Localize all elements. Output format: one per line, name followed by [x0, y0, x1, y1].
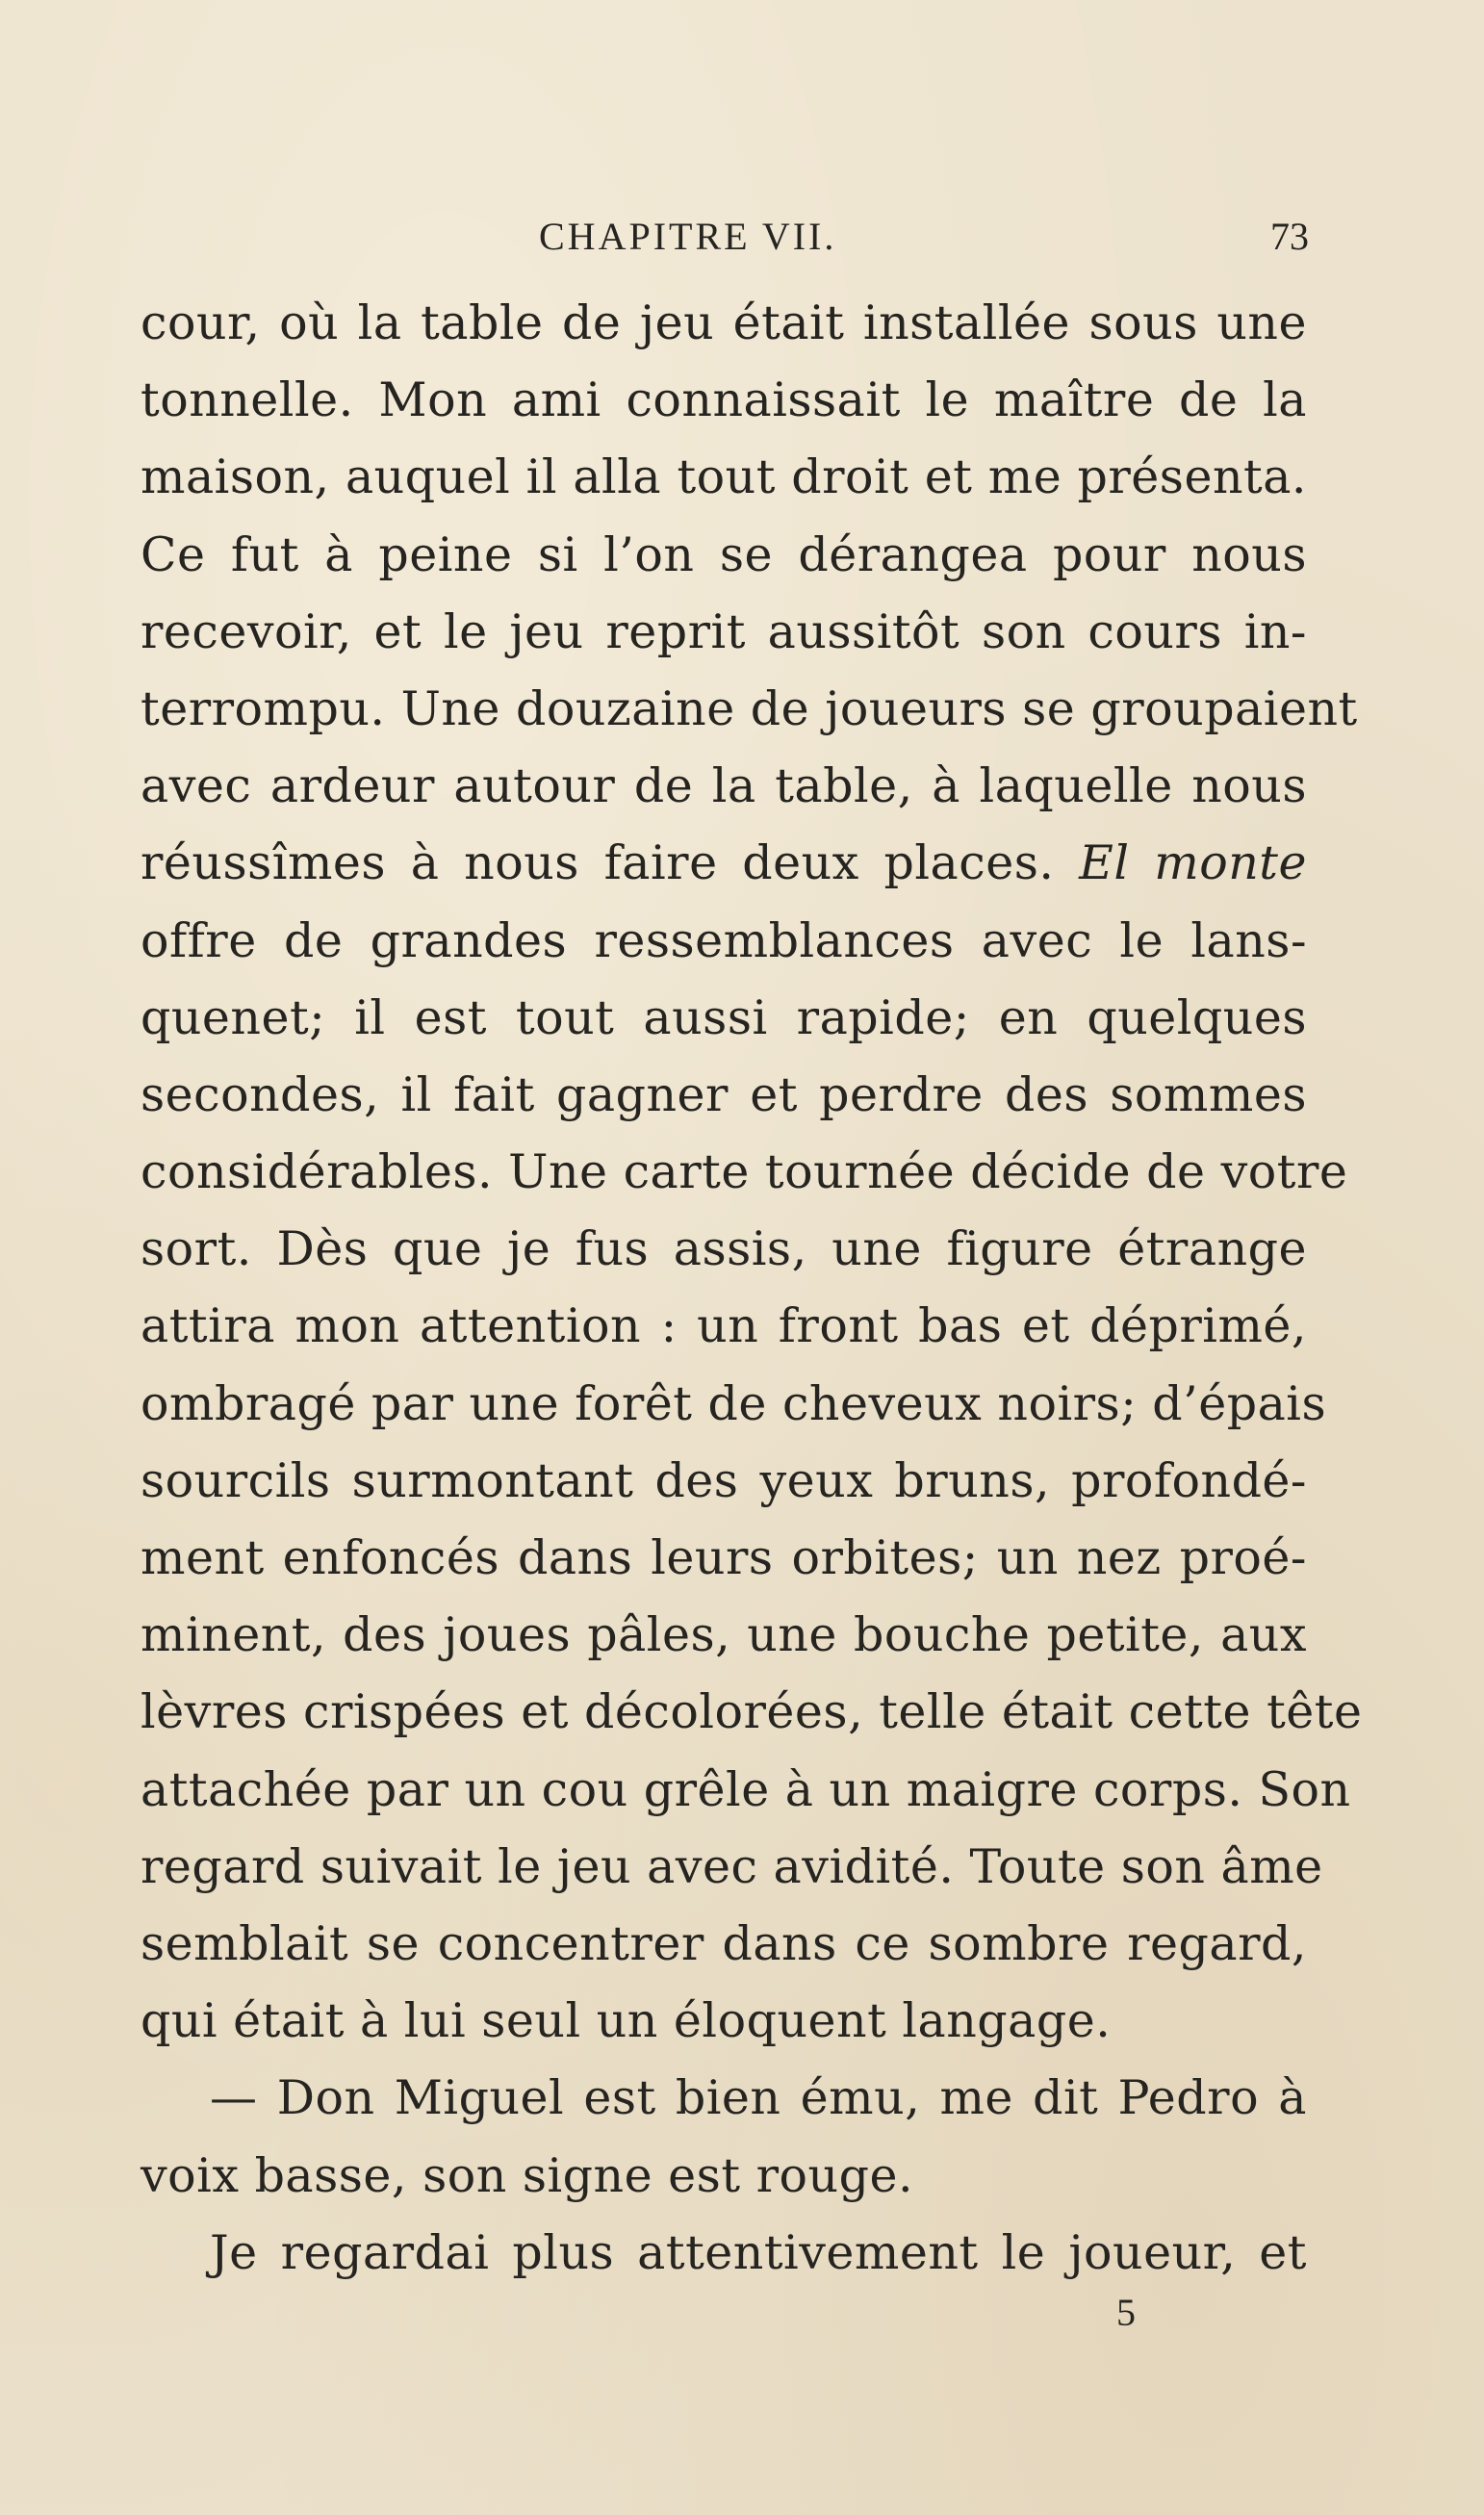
text-line: Je regardai plus attentivement le joueur, et: [210, 2224, 1307, 2280]
text-line: semblait se concentrer dans ce sombre regard,: [141, 1915, 1307, 1971]
text-line: ombragé par une forêt de cheveux noirs; d’épais: [141, 1375, 1327, 1431]
text-line: considérables. Une carte tournée décide de votre: [141, 1144, 1348, 1200]
text-line: sort. Dès que je fus assis, une figure étrange: [141, 1221, 1307, 1277]
text-line: secondes, il fait gagner et perdre des sommes: [141, 1066, 1307, 1122]
body-text: [141, 285, 1363, 2292]
text-line: tonnelle. Mon ami connaissait le maître de la: [141, 372, 1307, 428]
chapter-title: CHAPITRE VII.: [539, 215, 837, 258]
text-line: voix basse, son signe est rouge.: [141, 2147, 914, 2203]
text-line-dialogue: — Don Miguel est bien ému, me dit Pedro à: [210, 2070, 1307, 2126]
text-line: minent, des joues pâles, une bouche petite, aux: [141, 1607, 1307, 1663]
text-line: ment enfoncés dans leurs orbites; un nez proé-: [141, 1530, 1307, 1585]
signature-mark: 5: [1116, 2291, 1136, 2334]
text-line: qui était à lui seul un éloquent langage.: [141, 1993, 1112, 2049]
running-header: [539, 210, 1328, 268]
italic-term: El monte: [1079, 835, 1307, 891]
text-line: Ce fut à peine si l’on se dérangea pour nous: [141, 526, 1307, 582]
text-line: maison, auquel il alla tout droit et me présenta.: [141, 449, 1307, 505]
text-line: cour, où la table de jeu était installée sous une: [141, 295, 1307, 350]
text-line-with-italic: [141, 825, 1307, 902]
text-line: attachée par un cou grêle à un maigre corps. Son: [141, 1761, 1351, 1817]
page-number: 73: [1270, 215, 1309, 258]
text-line: lèvres crispées et décolorées, telle était cette tête: [141, 1684, 1363, 1740]
text-line: attira mon attention : un front bas et déprimé,: [141, 1298, 1307, 1354]
text-line: terrompu. Une douzaine de joueurs se groupaient: [141, 680, 1358, 736]
text-segment: réussîmes à nous faire deux places.: [141, 835, 1055, 891]
text-line: regard suivait le jeu avec avidité. Toute son âme: [141, 1838, 1323, 1894]
text-line: avec ardeur autour de la table, à laquelle nous: [141, 758, 1307, 814]
text-line: sourcils surmontant des yeux bruns, profondé-: [141, 1452, 1307, 1508]
text-line: quenet; il est tout aussi rapide; en quelques: [141, 989, 1307, 1045]
text-line: recevoir, et le jeu reprit aussitôt son cours in-: [141, 603, 1307, 659]
text-line: offre de grandes ressemblances avec le lans-: [141, 912, 1307, 968]
